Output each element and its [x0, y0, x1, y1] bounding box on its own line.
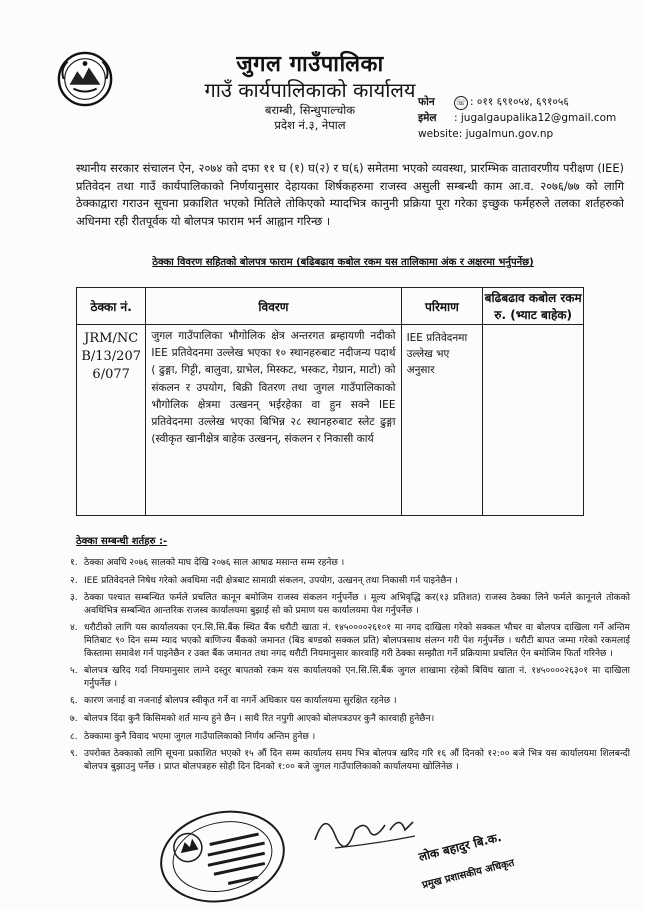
office-title: जुगल गाउँपालिका	[236, 52, 384, 77]
address-line-1: बराम्बी, सिन्धुपाल्चोक	[264, 103, 356, 117]
term-number: ७.	[70, 713, 78, 724]
phone-line	[418, 94, 642, 110]
list-item	[70, 748, 630, 773]
intro-paragraph: स्थानीय सरकार संचालन ऐन, २०७४ को दफा ११ घ (१) घ(२) र घ(६) समेतमा भएको व्यवस्था, प्रारम्भिक वातावरणीय परीक्षण (IEE) प्रतिवेदन तथा गाउँ कार्यपालिकाको निर्णयानुसार देहायका शिर्षकहरुमा राजस्व असुली सम्बन्धी काम आ.व. २०७६/७७ को लागि ठेक्काद्वारा गराउन सूचना प्रकाशित भएको मितिले तोकिएको म्यादभित्र कानुनी प्रक्रिया पूरा गरेका इच्छुक फर्महरुले तलका शर्तहरुको अधिनमा रही रीतपूर्वक यो बोलपत्र फाराम भर्न आह्वान गरिन्छ ।	[76, 161, 624, 228]
description-text: जुगल गाउँपालिका भौगोलिक क्षेत्र अन्तरगत ब्रम्हायणी नदीको IEE प्रतिवेदनमा उल्लेख भएका १० स्थानहरुबाट नदीजन्य पदार्थ ( ढुङ्गा, गिट्टी, बालुवा, ग्राभेल, मिस्कट, भस्कट, गेग्रान, माटो) को संकलन र उपयोग, बिक्री वितरण तथा जुगल गाउँपालिकाको भौगोलिक क्षेत्रमा उत्खनन् भईरहेका वा हुन सक्ने IEE प्रतिवेदनमा उल्लेख भएका बिभिन्न २८ स्थानहरुबाट स्लेट ढुङ्गा (स्वीकृत खानीक्षेत्र बाहेक उत्खनन्, संकलन र निकासी कार्य	[151, 330, 396, 446]
website-label: website	[418, 128, 459, 140]
term-number: २.	[70, 575, 78, 586]
cell-quantity	[401, 325, 483, 516]
list-item	[70, 713, 630, 726]
email-line	[418, 110, 642, 126]
signatory-name: लोक बहादुर बि.क.	[417, 829, 503, 865]
header-bid-amount: बढिबढाव कबोल रकम रु. (भ्याट बाहेक)	[483, 288, 584, 325]
term-text: ठेक्कामा कुनै विवाद भएमा जुगल गाउँपालिकाको निर्णय अन्तिम हुनेछ ।	[84, 731, 316, 742]
email-label: इमेल	[418, 112, 437, 124]
office-subtitle: गाउँ कार्यपालिकाको कार्यालय	[204, 78, 416, 102]
list-item	[70, 665, 630, 690]
term-number: ५.	[70, 666, 78, 677]
list-item	[70, 592, 630, 617]
term-text: IEE प्रतिवेदनले निषेध गरेको अवधिमा नदी क्षेत्रबाट सामाग्री संकलन, उपयोग, उत्खनन् तथा निकासी गर्न पाइनेछैन ।	[84, 575, 458, 586]
term-number: १.	[70, 558, 78, 568]
contract-no-text: JRM/NCB/13/2076/077	[81, 331, 141, 382]
term-text: ठेक्का पश्चात सम्बन्धित फर्मले प्रचलित कानून बमोजिम राजस्व संकलन गर्नुपर्नेछ । मूल्य अभिवृद्धि कर(१३ प्रतिशत) राजस्व ठेक्का लिने फर्मले कानूनले तोकको अवधिभित्र सम्बन्धित आन्तरिक राजस्व कार्यालयमा बुझाई सो को प्रमाण यस कार्यालयमा पेश गर्नुपर्नेछ ।	[84, 593, 630, 616]
cell-bid-amount[interactable]	[483, 325, 584, 516]
term-text: बोलपत्र दिंदा कुनै किसिमको शर्त मान्य हुने छैन । साथै रित नपुगी आएको बोलपत्रउपर कुनै कारवाही हुनेछैन।	[84, 713, 435, 724]
signatory-role: प्रमुख प्रशासकीय अधिकृत	[421, 857, 516, 892]
phone-value: : ०११ ६९१०५४, ६९१०५६	[470, 96, 569, 108]
cell-contract-no	[77, 325, 146, 516]
quantity-text: IEE प्रतिवेदनमा उल्लेख भए अनुसार	[406, 332, 468, 376]
header-quantity: परिमाण	[401, 288, 483, 325]
address-line-2: प्रदेश नं.३, नेपाल	[274, 118, 346, 132]
term-text: कारण जनाई वा नजनाई बोलपत्र स्वीकृत गर्ने वा नगर्ने अधिकार यस कार्यालयमा सुरक्षित रहनेछ ।	[84, 696, 397, 707]
email-value: : jugalgaupalika12@gmail.com	[454, 112, 617, 124]
table-header-row	[77, 288, 584, 325]
list-item	[70, 695, 630, 708]
list-item	[70, 557, 630, 570]
term-text: ठेक्का अवधि २०७६ सालको माघ देखि २०७६ साल आषाढ मसान्त सम्म रहनेछ ।	[84, 558, 345, 568]
term-number: ६.	[70, 696, 78, 707]
website-line	[418, 126, 642, 142]
term-text: धरौटीको लागि यस कार्यालयका एन.सि.सि.बैंक स्थित बैंक धरौटी खाता नं. १४५००००२६१०१ मा नगद दाखिला गरेको सक्कल भौचर वा बोलपत्र दाखिला गर्ने अन्तिम मितिबाट ९० दिन सम्म म्याद भएको बाणिज्य बैंकको जमानत (बिड बण्डको सक्कल प्रति) बोलपत्रसाथ संलग्न गरी पेश गर्नुपर्नेछ । धरौटी बापत जम्मा गरेको रकमलाई किस्तामा समावेश गर्न पाइनेछैन र उक्त बैंक जमानत तथा नगद धरौटी नियमानुसार कारवाहि गरी ठेक्का सम्झौता गर्ने प्रक्रियामा प्रचलित ऐन बमोजिम फिर्ता गरिनेछ ।	[84, 623, 630, 659]
phone-label: फोन	[418, 96, 435, 108]
website-value: : jugalmun.gov.np	[458, 128, 554, 140]
term-number: ३.	[70, 593, 78, 604]
office-address	[200, 103, 420, 133]
list-item	[70, 622, 630, 660]
terms-list	[70, 557, 630, 778]
contact-block	[418, 94, 642, 142]
term-number: ९.	[70, 749, 78, 760]
header-description: विवरण	[146, 288, 401, 325]
term-text: उपरोक्त ठेक्काको लागि सूचना प्रकाशित भएको १५ औं दिन सम्म कार्यालय समय भित्र बोलपत्र खरिद गरि १६ औं दिनको १२:०० बजे भित्र यस कार्यालयमा शिलबन्दी बोलपत्र बुझाउनु पर्नेछ । प्राप्त बोलपत्रहरु सोही दिन दिनको १:०० बजे जुगल गाउँपालिकाको कार्यालयमा खोलिनेछ ।	[84, 749, 630, 772]
term-text: बोलपत्र खरिद गर्दा नियमानुसार लाग्ने दस्तुर बापतको रकम यस कार्यालयको एन.सि.सि.बैंक जुगल शाखामा रहेको बिविध खाता नं. १४५००००२६३०१ मा दाखिला गर्नुपर्नेछ ।	[84, 666, 630, 689]
cell-description	[146, 325, 401, 516]
table-row	[77, 325, 584, 516]
phone-icon: ☏	[454, 96, 468, 110]
header-contract-no: ठेक्का नं.	[77, 288, 146, 325]
term-number: ४.	[70, 623, 78, 634]
office-seal-stamp	[150, 800, 300, 908]
table-caption: ठेक्का विवरण सहितको बोलपत्र फाराम (बढिबढाव कबोल रकम यस तालिकामा अंक र अक्षरमा भर्नुपर्नेछ)	[152, 257, 534, 268]
terms-heading: ठेक्का सम्बन्धी शर्तहरु :-	[76, 536, 168, 547]
list-item	[70, 575, 630, 588]
term-number: ८.	[70, 731, 78, 742]
nepal-emblem-logo	[56, 50, 114, 108]
list-item	[70, 731, 630, 744]
bid-form-table	[76, 287, 584, 516]
